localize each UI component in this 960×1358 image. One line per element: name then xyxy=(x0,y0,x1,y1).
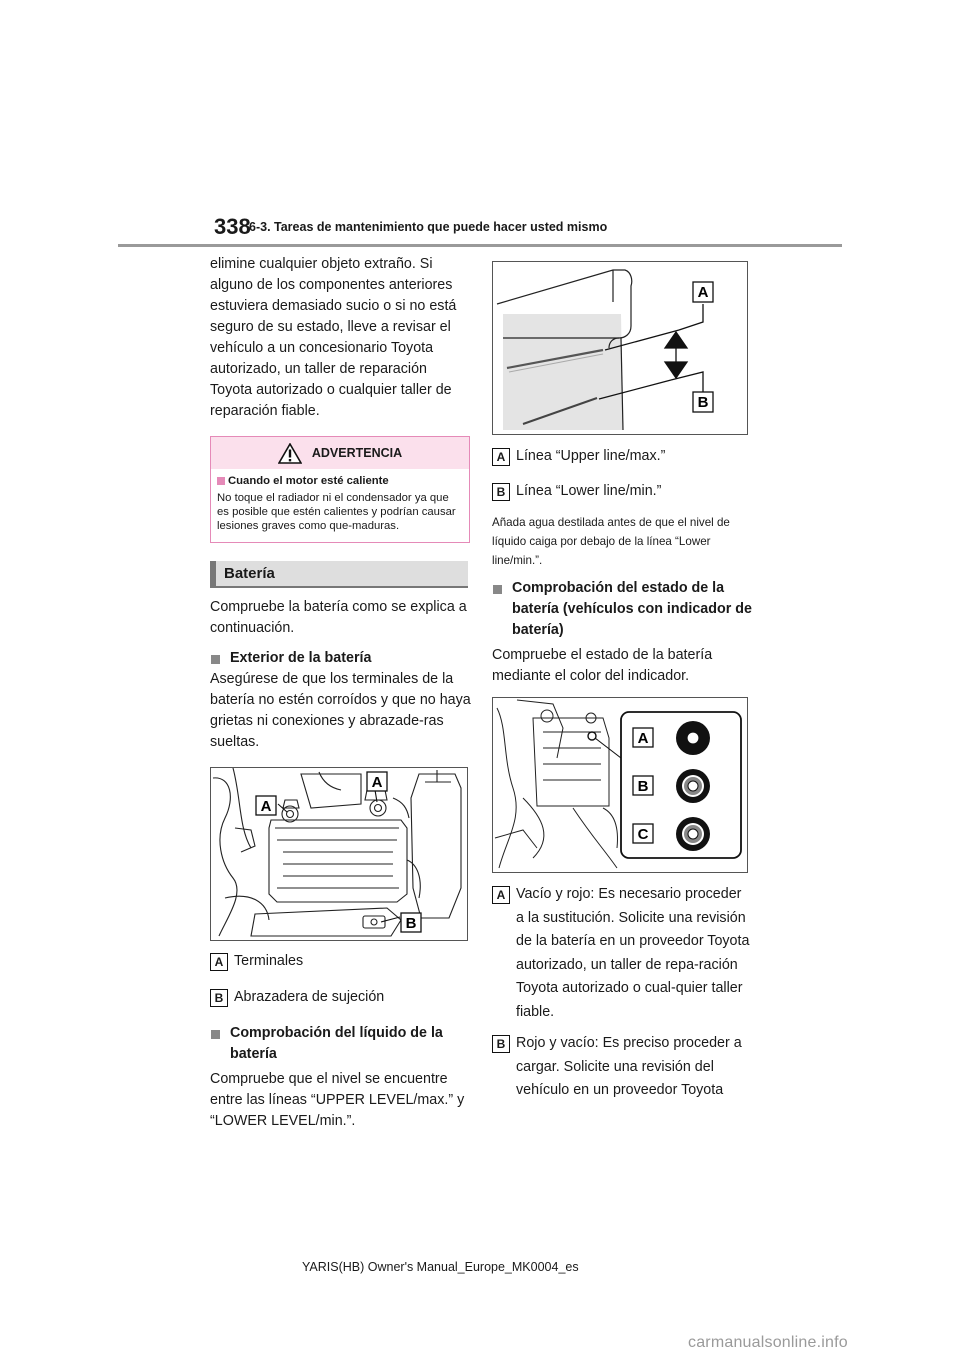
svg-text:C: C xyxy=(637,826,649,843)
footer-manual-id: YARIS(HB) Owner's Manual_Europe_MK0004_es xyxy=(302,1260,579,1274)
svg-text:B: B xyxy=(637,778,649,795)
legend-red-empty-text: Rojo y vacío: Es preciso proceder a cargar. Solicite una revisión del vehículo en un proveedor Toyota xyxy=(516,1035,742,1098)
svg-text:A: A xyxy=(697,284,709,301)
warning-header xyxy=(211,437,469,469)
battery-indicator-illustration xyxy=(493,698,747,872)
callout-badge-a: A xyxy=(210,953,228,971)
callout-badge-b: B xyxy=(492,483,510,501)
battery-level-illustration xyxy=(493,262,747,434)
legend-upper-line xyxy=(492,446,754,467)
subheading-status-text: Comprobación del estado de la batería (vehículos con indicador de batería) xyxy=(512,580,752,638)
callout-label-a-figure3 xyxy=(633,728,653,747)
page-number: 338 xyxy=(214,214,251,239)
square-bullet-icon xyxy=(217,477,225,485)
legend-lower-line xyxy=(492,481,754,502)
svg-text:A: A xyxy=(371,774,383,791)
legend-clamp xyxy=(210,987,472,1008)
callout-badge-a: A xyxy=(492,448,510,466)
subheading-exterior-text: Exterior de la batería xyxy=(230,650,372,666)
subheading-status xyxy=(492,578,754,641)
status-paragraph: Compruebe el estado de la batería mediante el color del indicador. xyxy=(492,647,713,684)
section-heading-bateria: Batería xyxy=(210,561,468,588)
callout-badge-b: B xyxy=(210,989,228,1007)
left-column xyxy=(210,254,472,1132)
battery-intro: Compruebe la batería como se explica a continuación. xyxy=(210,599,467,636)
callout-label-c-figure3 xyxy=(633,824,653,843)
warning-item-heading-text: Cuando el motor esté caliente xyxy=(228,475,389,487)
legend-clamp-text: Abrazadera de sujeción xyxy=(234,989,385,1005)
callout-badge-b: B xyxy=(492,1035,510,1053)
callout-badge-a: A xyxy=(492,886,510,904)
callout-label-b-figure3 xyxy=(633,776,653,795)
callout-label-a2-figure1 xyxy=(367,772,387,791)
legend-empty-red xyxy=(492,883,754,1024)
section-title: 6-3. Tareas de mantenimiento que puede hacer usted mismo xyxy=(249,220,608,234)
exterior-paragraph: Asegúrese de que los terminales de la batería no estén corroídos y que no haya grietas ni conexiones y abrazade-ras sueltas. xyxy=(210,671,471,750)
square-bullet-icon xyxy=(211,655,220,664)
battery-engine-illustration xyxy=(211,768,467,940)
square-bullet-icon xyxy=(211,1030,220,1039)
legend-terminals xyxy=(210,951,472,972)
subheading-fluid-text: Comprobación del líquido de la batería xyxy=(230,1025,443,1062)
svg-text:B: B xyxy=(405,915,417,932)
callout-label-a-figure2 xyxy=(693,282,713,302)
svg-text:A: A xyxy=(637,730,649,747)
subheading-fluid xyxy=(210,1023,472,1065)
callout-label-b-figure2 xyxy=(693,392,713,412)
legend-empty-red-text: Vacío y rojo: Es necesario proceder a la sustitución. Solicite una revisión de la batería en un proveedor Toyota autorizado, un taller de repa-ración Toyota autorizado o cual-quier taller fiable. xyxy=(516,886,750,1020)
svg-text:A: A xyxy=(260,798,272,815)
indicator-a-empty-red xyxy=(676,721,710,755)
indicator-c-green xyxy=(676,817,710,851)
warning-triangle-icon xyxy=(278,443,302,464)
distilled-water-note: Añada agua destilada antes de que el nivel de líquido caiga por debajo de la línea “Lower line/min.”. xyxy=(492,516,730,567)
subheading-exterior xyxy=(210,648,472,669)
indicator-b-red-empty xyxy=(676,769,710,803)
warning-item-text: No toque el radiador ni el condensador ya que es posible que estén calientes y podrían causar lesiones graves como que-maduras. xyxy=(217,492,456,532)
warning-body xyxy=(211,469,469,542)
header-rule xyxy=(118,244,842,247)
battery-indicator-figure xyxy=(492,697,748,873)
right-column xyxy=(492,256,754,1103)
intro-paragraph: elimine cualquier objeto extraño. Si alguno de los componentes anteriores estuviera demasiado sucio o si no está seguro de su estado, lleve a revisar el vehículo a un concesionario Toyota autorizado, un taller de reparación Toyota autorizado o cualquier taller de reparación fiable. xyxy=(210,256,457,419)
fluid-paragraph: Compruebe que el nivel se encuentre entre las líneas “UPPER LEVEL/max.” y “LOWER LEVEL/min.”. xyxy=(210,1071,465,1129)
warning-box xyxy=(210,436,470,543)
callout-label-b-figure1 xyxy=(401,913,421,932)
legend-red-empty xyxy=(492,1032,754,1103)
legend-lower-line-text: Línea “Lower line/min.” xyxy=(516,483,662,499)
svg-text:B: B xyxy=(697,394,709,411)
callout-label-a-figure1 xyxy=(256,796,276,815)
square-bullet-icon xyxy=(493,585,502,594)
legend-terminals-text: Terminales xyxy=(234,953,304,969)
fluid-level-figure xyxy=(492,261,748,435)
watermark: carmanualsonline.info xyxy=(688,1334,848,1351)
battery-terminals-figure xyxy=(210,767,468,941)
legend-upper-line-text: Línea “Upper line/max.” xyxy=(516,448,666,464)
warning-title: ADVERTENCIA xyxy=(311,445,403,460)
warning-item-heading xyxy=(217,474,463,488)
